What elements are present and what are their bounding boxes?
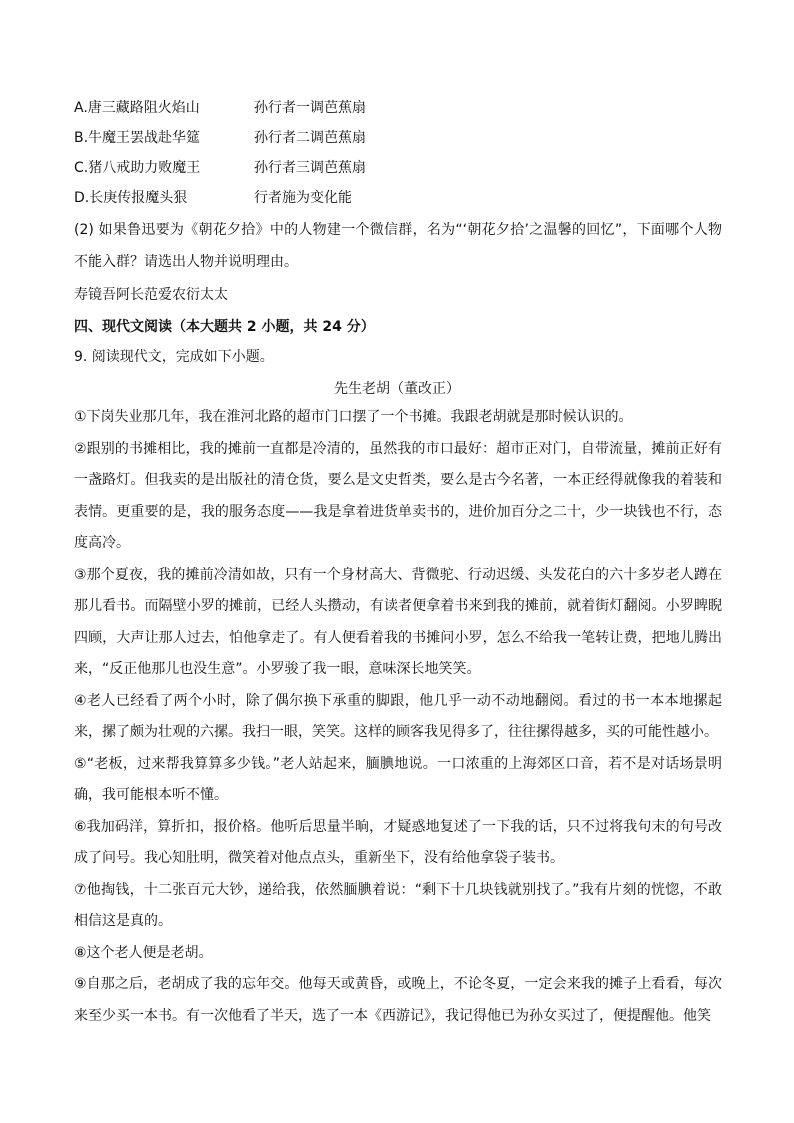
- paragraph-4: ④老人已经看了两个小时，除了偶尔换下承重的脚跟，他几乎一动不动地翻阅。看过的书一本本地摞起来，摞了颇为壮观的六摞。我扫一眼，笑笑。这样的顾客我见得多了，往往摞得越多，买的可能性越小。: [74, 692, 722, 740]
- question-9-prompt: 9. 阅读现代文，完成如下小题。: [74, 349, 274, 365]
- option-c: [74, 157, 366, 179]
- paragraph-9: ⑨自那之后，老胡成了我的忘年交。他每天或黄昏，或晚上，不论冬夏，一定会来我的摊子上看看，每次来至少买一本书。有一次他看了半天，选了一本《西游记》，我记得他已为孙女买过了，便提醒他。他笑: [74, 976, 722, 1024]
- option-c-chapter: C.猪八戒助力败魔王: [74, 160, 201, 176]
- option-a-chapter: A.唐三藏路阻火焰山: [74, 100, 200, 116]
- question-2-text: (2) 如果鲁迅要为《朝花夕拾》中的人物建一个微信群，名为“‘朝花夕拾’之温馨的回忆”，下面哪个人物不能入群？请选出人物并说明理由。: [74, 222, 722, 270]
- article-body: [74, 402, 722, 1032]
- paragraph-5: ⑤“老板，过来帮我算算多少钱。”老人站起来，腼腆地说。一口浓重的上海郊区口音，若不是对话场景明确，我可能根本听不懂。: [74, 755, 722, 803]
- option-d: [74, 187, 352, 209]
- option-d-episode: 行者施为变化能: [254, 190, 352, 206]
- option-a: [74, 97, 366, 119]
- article-title: 先生老胡（董改正）: [334, 381, 460, 397]
- section-heading: 四、现代文阅读（本大题共 2 小题，共 24 分）: [74, 319, 375, 335]
- paragraph-2: ②跟别的书摊相比，我的摊前一直都是冷清的，虽然我的市口最好：超市正对门，自带流量，摊前正好有一盏路灯。但我卖的是出版社的清仓货，要么是文史哲类，要么是古今名著，一本正经得就像我的着装和表情。更重要的是，我的服务态度——我是拿着进货单卖书的，进价加百分之二十，少一块钱也不行，态度高冷。: [74, 440, 722, 551]
- option-c-episode: 孙行者三调芭蕉扇: [254, 160, 366, 176]
- option-b-episode: 孙行者二调芭蕉扇: [254, 130, 366, 146]
- paragraph-6: ⑥我加码洋，算折扣，报价格。他听后思量半晌，才疑惑地复述了一下我的话，只不过将我句末的句号改成了问号。我心知肚明，微笑着对他点点头，重新坐下，没有给他拿袋子装书。: [74, 818, 722, 866]
- paragraph-1: ①下岗失业那几年，我在淮河北路的超市门口摆了一个书摊。我跟老胡就是那时候认识的。: [74, 409, 633, 425]
- option-d-chapter: D.长庚传报魔头狠: [74, 190, 188, 206]
- option-a-episode: 孙行者一调芭蕉扇: [254, 100, 366, 116]
- paragraph-7: ⑦他掏钱，十二张百元大钞，递给我，依然腼腆着说：“剩下十几块钱就别找了。”我有片刻的恍惚，不敢相信这是真的。: [74, 881, 722, 929]
- paragraph-3: ③那个夏夜，我的摊前冷清如故，只有一个身材高大、背微驼、行动迟缓、头发花白的六十多岁老人蹲在那儿看书。而隔壁小罗的摊前，已经人头攒动，有读者便拿着书来到我的摊前，就着街灯翻阅。小罗睥睨四顾，大声让那人过去，怕他拿走了。有人便看着我的书摊问小罗，怎么不给我一笔转让费，把地儿腾出来，“反正他那儿也没生意”。小罗骏了我一眼，意味深长地笑笑。: [74, 566, 722, 677]
- option-b-chapter: B.牛魔王罢战赴华筵: [74, 130, 201, 146]
- option-b: [74, 127, 366, 149]
- question-2-names: 寿镜吾阿长范爱农衍太太: [74, 287, 228, 303]
- paragraph-8: ⑧这个老人便是老胡。: [74, 944, 213, 961]
